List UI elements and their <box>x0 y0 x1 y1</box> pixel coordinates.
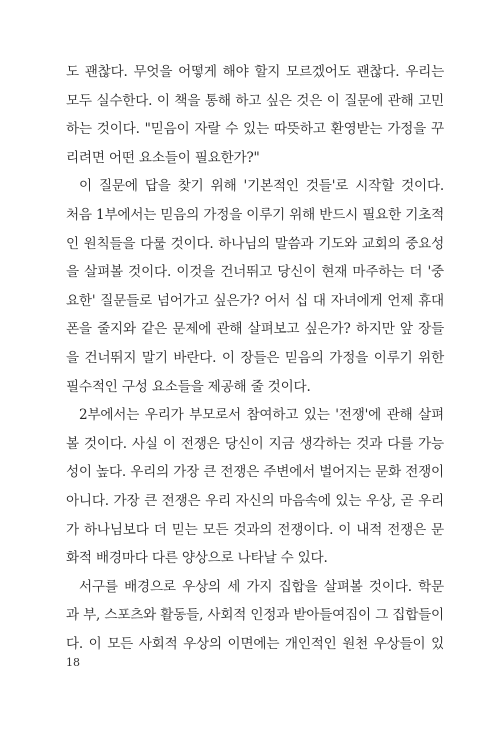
body-text <box>66 58 444 658</box>
text-line: 처음 1부에서는 믿음의 가정을 이루기 위해 반드시 필요한 기초적 <box>66 206 444 223</box>
text-line: 가 하나님보다 더 믿는 모든 것과의 전쟁이다. 이 내적 전쟁은 문 <box>66 521 444 538</box>
text-line: 모두 실수한다. 이 책을 통해 하고 싶은 것은 이 질문에 관해 고민 <box>66 92 444 109</box>
text-line: 서구를 배경으로 우상의 세 가지 집합을 살펴볼 것이다. 학문 <box>79 578 444 595</box>
text-line: 다. 이 모든 사회적 우상의 이면에는 개인적인 원천 우상들이 있 <box>66 635 444 652</box>
text-line: 2부에서는 우리가 부모로서 참여하고 있는 '전쟁'에 관해 살펴 <box>79 407 444 424</box>
text-line: 요한' 질문들로 넘어가고 싶은가? 어서 십 대 자녀에게 언제 휴대 <box>66 292 444 309</box>
text-line: 폰을 줄지와 같은 문제에 관해 살펴보고 싶은가? 하지만 앞 장들 <box>66 321 444 338</box>
text-line: 이 질문에 답을 찾기 위해 '기본적인 것들'로 시작할 것이다. <box>79 178 444 195</box>
text-line: 하는 것이다. "믿음이 자랄 수 있는 따뜻하고 환영받는 가정을 꾸 <box>66 121 444 138</box>
text-line: 화적 배경마다 다른 양상으로 나타날 수 있다. <box>66 550 328 567</box>
text-line: 을 건너뛰지 말기 바란다. 이 장들은 믿음의 가정을 이루기 위한 <box>66 349 444 366</box>
text-line: 을 살펴볼 것이다. 이것을 건너뛰고 당신이 현재 마주하는 더 '중 <box>66 264 444 281</box>
text-line: 성이 높다. 우리의 가장 큰 전쟁은 주변에서 벌어지는 문화 전쟁이 <box>66 464 444 481</box>
text-line: 필수적인 구성 요소들을 제공해 줄 것이다. <box>66 378 311 395</box>
text-line: 인 원칙들을 다룰 것이다. 하나님의 말씀과 기도와 교회의 중요성 <box>66 235 444 252</box>
text-line: 볼 것이다. 사실 이 전쟁은 당신이 지금 생각하는 것과 다를 가능 <box>66 435 444 452</box>
text-line: 리려면 어떤 요소들이 필요한가?" <box>66 149 260 166</box>
text-line: 과 부, 스포츠와 활동들, 사회적 인정과 받아들여짐이 그 집합들이 <box>66 607 444 624</box>
text-line: 아니다. 가장 큰 전쟁은 우리 자신의 마음속에 있는 우상, 곧 우리 <box>66 492 444 509</box>
text-line: 도 괜찮다. 무엇을 어떻게 해야 할지 모르겠어도 괜찮다. 우리는 <box>66 64 444 80</box>
page-number: 18 <box>66 656 80 669</box>
